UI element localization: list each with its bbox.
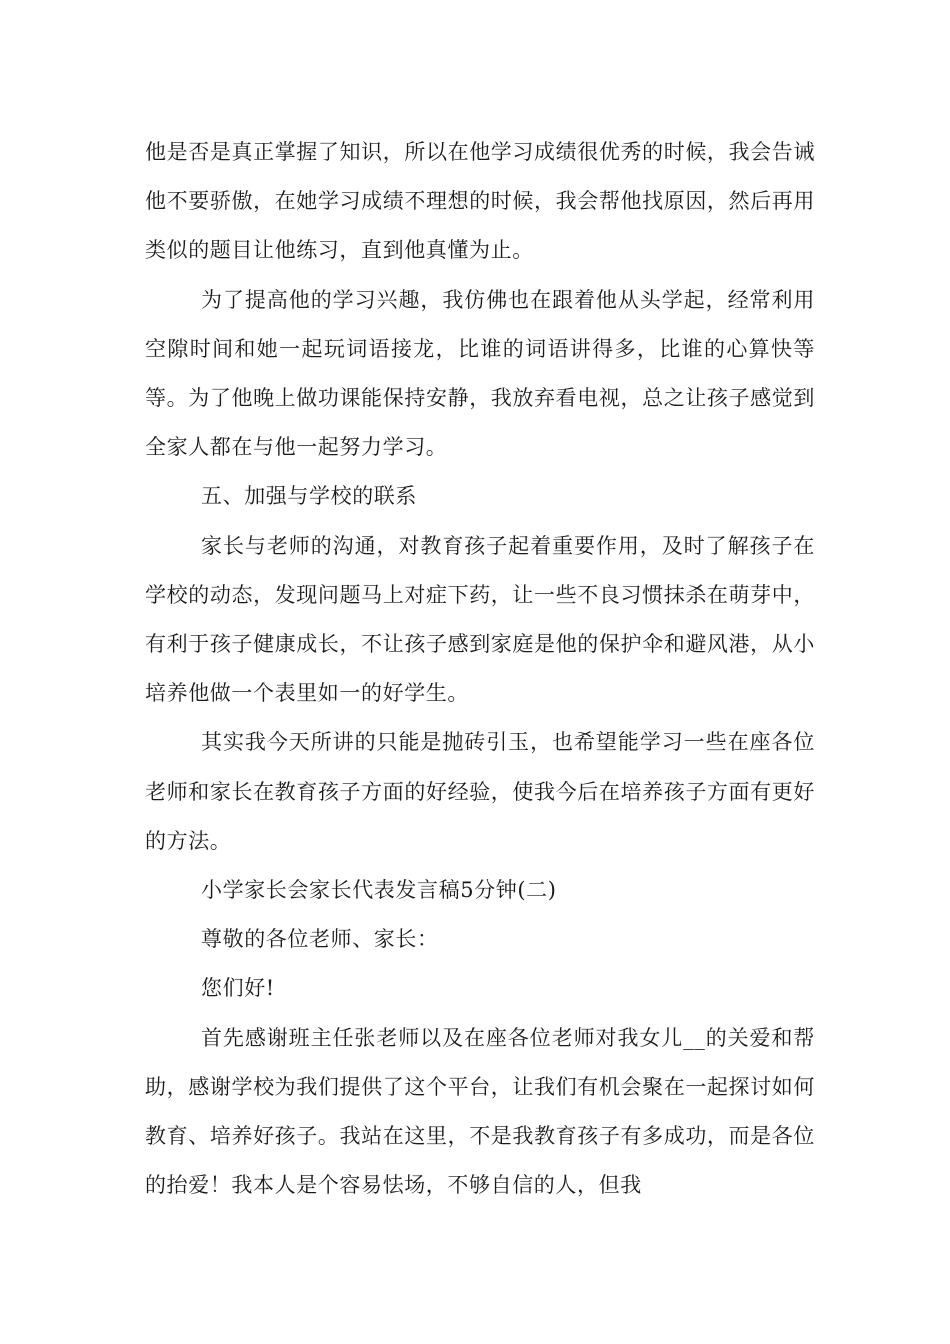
section-heading-school-contact: 五、加强与学校的联系 xyxy=(201,484,417,509)
paragraph-closing-remarks: 其实我今天所讲的只能是抛砖引玉，也希望能学习一些在座各位老师和家长在教育孩子方面的好经验，使我今后在培养孩子方面有更好的方法。 xyxy=(145,730,815,853)
paragraph-learning-interest: 为了提高他的学习兴趣，我仿佛也在跟着他从头学起，经常利用空隙时间和她一起玩词语接龙，比谁的词语讲得多，比谁的心算快等等。为了他晚上做功课能保持安静，我放弃看电视，总之让孩子感觉到全家人都在与他一起努力学习。 xyxy=(145,287,815,460)
paragraph-continuation: 他是否是真正掌握了知识，所以在他学习成绩很优秀的时候，我会告诫他不要骄傲，在她学习成绩不理想的时候，我会帮他找原因，然后再用类似的题目让他练习，直到他真懂为止。 xyxy=(145,140,815,263)
salutation: 尊敬的各位老师、家长： xyxy=(201,927,439,952)
document-body xyxy=(145,128,815,1210)
paragraph-thanks: 首先感谢班主任张老师以及在座各位老师对我女儿__的关爱和帮助，感谢学校为我们提供了这个平台，让我们有机会聚在一起探讨如何教育、培养好孩子。我站在这里，不是我教育孩子有多成功，而是各位的抬爱！我本人是个容易怯场，不够自信的人，但我 xyxy=(145,1025,815,1198)
greeting: 您们好! xyxy=(201,976,275,1001)
paragraph-teacher-communication: 家长与老师的沟通，对教育孩子起着重要作用，及时了解孩子在学校的动态，发现问题马上对症下药，让一些不良习惯抹杀在萌芽中，有利于孩子健康成长，不让孩子感到家庭是他的保护伞和避风港，从小培养他做一个表里如一的好学生。 xyxy=(145,533,815,706)
speech-title: 小学家长会家长代表发言稿5分钟(二) xyxy=(201,878,557,903)
